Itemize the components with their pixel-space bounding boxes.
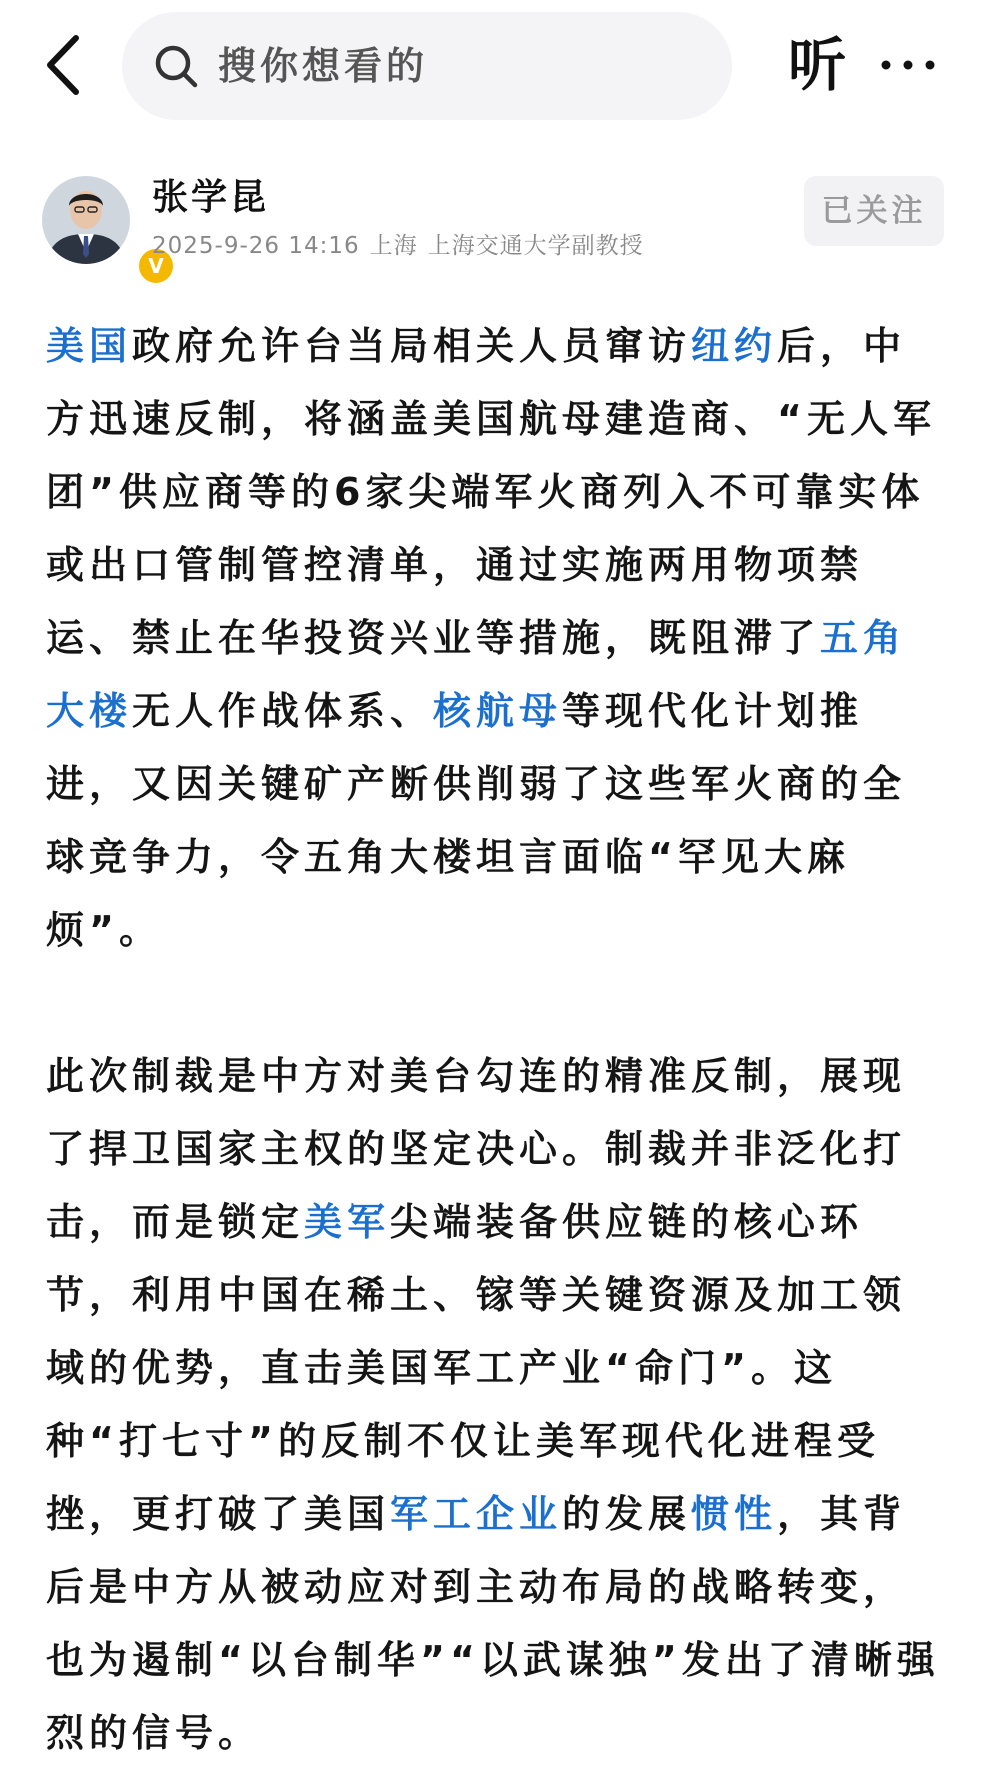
article-body: [46, 310, 941, 1770]
topic-link[interactable]: 核航母: [433, 689, 563, 733]
topic-link[interactable]: 惯性: [691, 1492, 778, 1536]
listen-button[interactable]: 听: [787, 31, 846, 99]
search-icon: [152, 42, 200, 90]
topic-link[interactable]: 美军: [304, 1200, 391, 1244]
author-header: [0, 160, 986, 280]
follow-button[interactable]: 已关注: [804, 176, 944, 246]
back-button[interactable]: [40, 30, 90, 100]
avatar[interactable]: [42, 176, 164, 278]
paragraph-text: 后，中方迅速反制，将涵盖美国航母建造商、“无人军团”供应商等的6家尖端军火商列入不可靠实体或出口管制管控清单，通过实施两用物项禁运、禁止在华投资兴业等措施，既阻滞了: [46, 324, 936, 660]
search-bar[interactable]: [122, 12, 732, 120]
paragraph-text: 尖端装备供应链的核心环节，利用中国在稀土、镓等关键资源及加工领域的优势，直击美国军工产业“命门”。这种“打七寸”的反制不仅让美军现代化进程受挫，更打破了美国: [46, 1200, 907, 1536]
topic-link[interactable]: 美国: [46, 324, 133, 368]
more-button[interactable]: [878, 40, 938, 90]
top-bar: [0, 0, 986, 130]
more-horizontal-icon: [878, 40, 938, 90]
author-title: 上海交通大学副教授: [427, 233, 644, 259]
topic-link[interactable]: 军工企业: [390, 1492, 563, 1536]
avatar-portrait-icon: [42, 176, 130, 264]
paragraph-text: 的发展: [562, 1492, 692, 1536]
post-date: 2025-9-26 14:16: [152, 233, 360, 259]
search-placeholder: 搜你想看的: [218, 44, 429, 88]
author-name[interactable]: 张学昆: [152, 177, 270, 218]
paragraph-text: 无人作战体系、: [132, 689, 434, 733]
paragraph-text: ，其背后是中方从被动应对到主动布局的战略转变，也为遏制“以台制华”“以武谋独”发出了清晰强烈的信号。: [46, 1492, 940, 1755]
post-location: 上海: [369, 233, 418, 259]
paragraph-text: 等现代化计划推进，又因关键矿产断供削弱了这些军火商的全球竞争力，令五角大楼坦言面临“罕见大麻烦”。: [46, 689, 907, 952]
article-paragraph-1: [46, 310, 941, 967]
article-paragraph-2: [46, 1040, 941, 1770]
paragraph-text: 此次制裁是中方对美台勾连的精准反制，展现了捍卫国家主权的坚定决心。制裁并非泛化打击，而是锁定: [46, 1054, 907, 1244]
verified-badge: V: [136, 246, 176, 286]
topic-link[interactable]: 五角大楼: [46, 616, 907, 733]
post-meta: [152, 230, 654, 262]
chevron-left-icon: [40, 30, 90, 100]
topic-link[interactable]: 纽约: [691, 324, 778, 368]
paragraph-text: 政府允许台当局相关人员窜访: [132, 324, 692, 368]
